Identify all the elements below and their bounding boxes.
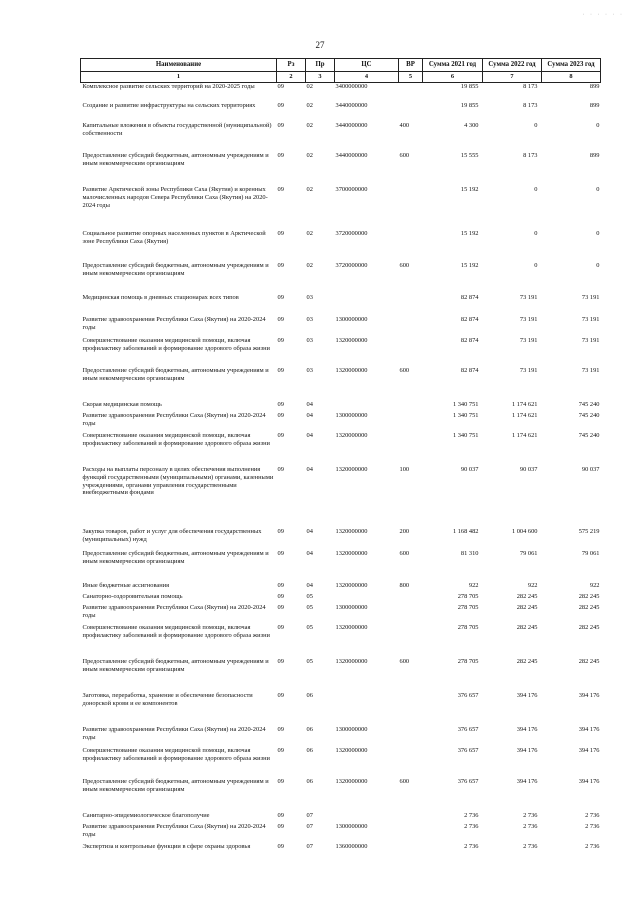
row-name: Предоставление субсидий бюджетным, автономным учреждениям и иным некоммерческим организациям <box>82 262 269 278</box>
row-rz: 09 <box>277 604 284 612</box>
row-sum-2022: 282 245 <box>516 593 538 601</box>
row-sum-2022: 1 174 621 <box>511 401 538 409</box>
table-row <box>81 582 601 593</box>
row-vr: 100 <box>399 466 410 474</box>
row-rz: 09 <box>277 82 284 90</box>
row-sum-2023: 394 176 <box>578 726 600 734</box>
row-sum-2022: 0 <box>534 186 538 194</box>
table-row <box>81 432 601 466</box>
table-row <box>81 466 601 528</box>
row-pr: 05 <box>306 604 313 612</box>
row-sum-2023: 745 240 <box>578 401 600 409</box>
row-vr <box>399 726 423 747</box>
row-sum-2022: 282 245 <box>516 624 538 632</box>
row-name: Капитальные вложения в объекты государственной (муниципальной) собственности <box>82 122 272 138</box>
row-rz: 09 <box>277 262 284 270</box>
row-sum-2022: 0 <box>534 230 538 238</box>
row-sum-2022: 8 173 <box>523 102 538 110</box>
row-name: Предоставление субсидий бюджетным, автономным учреждениям и иным некоммерческим организациям <box>82 658 269 674</box>
row-sum-2021: 4 300 <box>464 122 479 130</box>
row-sum-2021: 2 736 <box>464 812 479 820</box>
row-sum-2022: 0 <box>534 262 538 270</box>
row-sum-2021: 278 705 <box>457 593 479 601</box>
table-row <box>81 367 601 401</box>
row-vr <box>399 102 423 122</box>
table-row <box>81 316 601 337</box>
row-rz: 09 <box>277 230 284 238</box>
row-pr: 02 <box>306 262 313 270</box>
row-rz: 09 <box>277 316 284 324</box>
row-sum-2022: 73 191 <box>519 367 538 375</box>
row-sum-2021: 922 <box>468 582 479 590</box>
row-rz: 09 <box>277 294 284 302</box>
row-sum-2022: 2 736 <box>523 812 538 820</box>
row-pr: 07 <box>306 823 313 831</box>
row-pr: 07 <box>306 812 313 820</box>
row-rz: 09 <box>277 337 284 345</box>
row-vr <box>399 747 423 778</box>
row-sum-2021: 1 168 482 <box>452 528 479 536</box>
row-name: Предоставление субсидий бюджетным, автономным учреждениям и иным некоммерческим организациям <box>82 152 269 168</box>
table-row <box>81 692 601 726</box>
row-pr: 05 <box>306 624 313 632</box>
row-sum-2022: 1 174 621 <box>511 412 538 420</box>
row-name: Экспертиза и контрольные функции в сфере охраны здоровья <box>82 843 251 851</box>
row-vr: 600 <box>399 152 410 160</box>
row-sum-2023: 73 191 <box>581 294 600 302</box>
row-vr: 600 <box>399 262 410 270</box>
row-cs: 1320000000 <box>335 778 368 786</box>
row-sum-2022: 394 176 <box>516 726 538 734</box>
row-sum-2021: 278 705 <box>457 624 479 632</box>
row-cs: 1320000000 <box>335 367 368 375</box>
row-cs: 3700000000 <box>335 186 368 194</box>
row-sum-2022: 79 061 <box>519 550 538 558</box>
row-name: Совершенствование оказания медицинской помощи, включая профилактику заболеваний и формирование здорового образа жизни <box>82 624 270 640</box>
row-pr: 04 <box>306 432 313 440</box>
row-sum-2021: 82 874 <box>460 316 479 324</box>
row-sum-2022: 282 245 <box>516 658 538 666</box>
row-cs: 1300000000 <box>335 823 368 831</box>
row-sum-2023: 2 736 <box>585 843 600 851</box>
header-pr: Пр <box>306 59 335 72</box>
table-row <box>81 412 601 432</box>
row-rz: 09 <box>277 528 284 536</box>
row-sum-2022: 1 174 621 <box>511 432 538 440</box>
row-sum-2023: 282 245 <box>578 624 600 632</box>
row-sum-2023: 90 037 <box>581 466 600 474</box>
table-row <box>81 778 601 812</box>
row-sum-2021: 376 657 <box>457 747 479 755</box>
row-sum-2023: 922 <box>589 582 600 590</box>
row-vr <box>399 294 423 316</box>
row-name: Иные бюджетные ассигнования <box>82 582 170 590</box>
row-sum-2021: 1 340 751 <box>452 412 479 420</box>
row-cs: 1360000000 <box>335 843 368 851</box>
row-pr: 06 <box>306 747 313 755</box>
table-row <box>81 823 601 843</box>
row-rz: 09 <box>277 812 284 820</box>
row-rz: 09 <box>277 582 284 590</box>
row-pr: 04 <box>306 401 313 409</box>
table-body <box>81 82 601 863</box>
row-sum-2021: 15 192 <box>460 262 479 270</box>
row-vr <box>399 230 423 262</box>
row-vr <box>399 432 423 466</box>
row-pr: 02 <box>306 152 313 160</box>
row-pr: 02 <box>306 230 313 238</box>
row-sum-2021: 278 705 <box>457 658 479 666</box>
row-name: Санитарно-эпидемиологическое благополучие <box>82 812 210 820</box>
row-cs: 1320000000 <box>335 747 368 755</box>
row-sum-2021: 15 192 <box>460 186 479 194</box>
table-row <box>81 604 601 624</box>
table-row <box>81 230 601 262</box>
row-sum-2021: 82 874 <box>460 294 479 302</box>
row-cs: 1320000000 <box>335 337 368 345</box>
row-sum-2022: 394 176 <box>516 778 538 786</box>
row-vr: 800 <box>399 582 410 590</box>
row-sum-2021: 15 555 <box>460 152 479 160</box>
row-cs: 1320000000 <box>335 582 368 590</box>
header-sum-2023: Сумма 2023 год <box>542 59 601 72</box>
row-rz: 09 <box>277 778 284 786</box>
row-vr <box>399 823 423 843</box>
row-pr: 05 <box>306 593 313 601</box>
row-vr: 600 <box>399 367 410 375</box>
row-sum-2021: 82 874 <box>460 367 479 375</box>
row-cs <box>335 812 399 823</box>
table-row <box>81 401 601 412</box>
table-row <box>81 294 601 316</box>
row-sum-2023: 2 736 <box>585 823 600 831</box>
row-vr <box>399 843 423 863</box>
row-sum-2022: 2 736 <box>523 843 538 851</box>
row-cs: 1320000000 <box>335 432 368 440</box>
row-sum-2021: 2 736 <box>464 843 479 851</box>
row-cs: 3720000000 <box>335 262 368 270</box>
row-vr <box>399 604 423 624</box>
row-vr <box>399 337 423 367</box>
row-sum-2022: 73 191 <box>519 337 538 345</box>
row-pr: 03 <box>306 294 313 302</box>
row-sum-2022: 922 <box>527 582 538 590</box>
row-vr <box>399 186 423 230</box>
row-sum-2021: 376 657 <box>457 778 479 786</box>
row-pr: 02 <box>306 186 313 194</box>
row-pr: 03 <box>306 367 313 375</box>
row-sum-2021: 2 736 <box>464 823 479 831</box>
row-sum-2021: 90 037 <box>460 466 479 474</box>
row-rz: 09 <box>277 823 284 831</box>
row-vr <box>399 812 423 823</box>
row-cs <box>335 401 399 412</box>
row-name: Предоставление субсидий бюджетным, автономным учреждениям и иным некоммерческим организациям <box>82 550 269 566</box>
row-pr: 02 <box>306 102 313 110</box>
row-sum-2022: 90 037 <box>519 466 538 474</box>
row-sum-2021: 1 340 751 <box>452 401 479 409</box>
row-sum-2023: 0 <box>596 262 600 270</box>
row-sum-2023: 0 <box>596 186 600 194</box>
row-rz: 09 <box>277 466 284 474</box>
row-sum-2022: 394 176 <box>516 692 538 700</box>
row-rz: 09 <box>277 367 284 375</box>
row-sum-2023: 79 061 <box>581 550 600 558</box>
row-name: Закупка товаров, работ и услуг для обеспечения государственных (муниципальных) нужд <box>82 528 262 544</box>
row-sum-2023: 899 <box>589 102 600 110</box>
row-sum-2022: 0 <box>534 122 538 130</box>
row-cs <box>335 294 399 316</box>
row-rz: 09 <box>277 401 284 409</box>
row-sum-2023: 73 191 <box>581 367 600 375</box>
row-pr: 04 <box>306 412 313 420</box>
row-cs: 1320000000 <box>335 658 368 666</box>
row-sum-2023: 575 219 <box>578 528 600 536</box>
row-vr <box>399 593 423 604</box>
row-pr: 03 <box>306 316 313 324</box>
row-sum-2022: 282 245 <box>516 604 538 612</box>
row-vr <box>399 412 423 432</box>
table-row <box>81 186 601 230</box>
row-pr: 04 <box>306 582 313 590</box>
row-sum-2023: 394 176 <box>578 692 600 700</box>
budget-table <box>80 58 601 863</box>
row-cs: 3720000000 <box>335 230 368 238</box>
column-number: 1 <box>81 72 277 83</box>
row-sum-2021: 82 874 <box>460 337 479 345</box>
row-name: Предоставление субсидий бюджетным, автономным учреждениям и иным некоммерческим организациям <box>82 778 269 794</box>
row-name: Развитие здравоохранения Республики Саха (Якутия) на 2020-2024 годы <box>82 823 266 839</box>
row-sum-2023: 282 245 <box>578 658 600 666</box>
row-sum-2023: 73 191 <box>581 337 600 345</box>
header-cs: ЦС <box>335 59 399 72</box>
row-name: Медицинская помощь в дневных стационарах всех типов <box>82 294 239 302</box>
row-sum-2022: 73 191 <box>519 316 538 324</box>
row-sum-2021: 15 192 <box>460 230 479 238</box>
column-number: 5 <box>399 72 423 83</box>
row-sum-2023: 73 191 <box>581 316 600 324</box>
row-name: Развитие здравоохранения Республики Саха (Якутия) на 2020-2024 годы <box>82 604 266 620</box>
row-sum-2021: 19 855 <box>460 102 479 110</box>
table-row <box>81 122 601 152</box>
row-sum-2023: 899 <box>589 152 600 160</box>
row-rz: 09 <box>277 624 284 632</box>
row-rz: 09 <box>277 726 284 734</box>
column-number: 2 <box>277 72 306 83</box>
column-number: 3 <box>306 72 335 83</box>
row-vr <box>399 401 423 412</box>
row-cs: 1320000000 <box>335 466 368 474</box>
row-vr <box>399 82 423 102</box>
header-sum-2021: Сумма 2021 год <box>423 59 483 72</box>
row-sum-2023: 0 <box>596 230 600 238</box>
row-cs <box>335 692 399 726</box>
row-cs: 1320000000 <box>335 528 368 536</box>
table-row <box>81 624 601 658</box>
table-row <box>81 102 601 122</box>
table-row <box>81 843 601 863</box>
row-name: Социальное развитие опорных населенных пунктов в Арктической зоне Республики Саха (Якутия) <box>82 230 266 246</box>
row-rz: 09 <box>277 550 284 558</box>
column-number: 8 <box>542 72 601 83</box>
row-rz: 09 <box>277 658 284 666</box>
row-vr: 600 <box>399 778 410 786</box>
column-number: 7 <box>483 72 542 83</box>
row-pr: 04 <box>306 528 313 536</box>
row-name: Развитие здравоохранения Республики Саха (Якутия) на 2020-2024 годы <box>82 316 266 332</box>
row-name: Предоставление субсидий бюджетным, автономным учреждениям и иным некоммерческим организациям <box>82 367 269 383</box>
row-name: Комплексное развитие сельских территорий на 2020-2025 годы <box>82 82 255 90</box>
header-vr: ВР <box>399 59 423 72</box>
column-number: 4 <box>335 72 399 83</box>
row-pr: 02 <box>306 82 313 90</box>
row-rz: 09 <box>277 152 284 160</box>
row-sum-2022: 2 736 <box>523 823 538 831</box>
row-sum-2021: 19 855 <box>460 82 479 90</box>
table-row <box>81 658 601 692</box>
row-sum-2022: 73 191 <box>519 294 538 302</box>
scan-artifact: · · · · · · <box>582 12 624 18</box>
row-sum-2022: 8 173 <box>523 82 538 90</box>
table-row <box>81 726 601 747</box>
row-name: Скорая медицинская помощь <box>82 401 162 409</box>
row-pr: 07 <box>306 843 313 851</box>
header-rz: Рз <box>277 59 306 72</box>
row-vr <box>399 316 423 337</box>
row-name: Развитие здравоохранения Республики Саха (Якутия) на 2020-2024 годы <box>82 726 266 742</box>
header-name: Наименование <box>81 59 277 72</box>
row-rz: 09 <box>277 412 284 420</box>
row-sum-2022: 394 176 <box>516 747 538 755</box>
table-row <box>81 528 601 550</box>
row-pr: 06 <box>306 692 313 700</box>
row-name: Санаторно-оздоровительная помощь <box>82 593 183 601</box>
table-row <box>81 812 601 823</box>
row-pr: 06 <box>306 726 313 734</box>
row-sum-2021: 376 657 <box>457 692 479 700</box>
row-vr: 400 <box>399 122 410 130</box>
row-sum-2021: 1 340 751 <box>452 432 479 440</box>
row-pr: 04 <box>306 466 313 474</box>
row-sum-2023: 394 176 <box>578 747 600 755</box>
row-cs: 1300000000 <box>335 604 368 612</box>
row-pr: 02 <box>306 122 313 130</box>
row-sum-2023: 282 245 <box>578 604 600 612</box>
table-row <box>81 593 601 604</box>
row-pr: 05 <box>306 658 313 666</box>
row-name: Совершенствование оказания медицинской помощи, включая профилактику заболеваний и формирование здорового образа жизни <box>82 747 270 763</box>
page-number: 27 <box>315 40 325 50</box>
row-name: Совершенствование оказания медицинской помощи, включая профилактику заболеваний и формирование здорового образа жизни <box>82 432 270 448</box>
row-cs: 3400000000 <box>335 82 368 90</box>
table-row <box>81 337 601 367</box>
table-row <box>81 747 601 778</box>
row-vr: 600 <box>399 550 410 558</box>
row-pr: 03 <box>306 337 313 345</box>
row-vr <box>399 624 423 658</box>
table-row <box>81 262 601 294</box>
row-sum-2023: 899 <box>589 82 600 90</box>
row-name: Создание и развитие инфраструктуры на сельских территориях <box>82 102 256 110</box>
row-sum-2023: 394 176 <box>578 778 600 786</box>
row-cs: 3440000000 <box>335 102 368 110</box>
row-name: Расходы на выплаты персоналу в целях обеспечения выполнения функций государственными (муниципальными) органами, казенными учреждениями, органами управления государственными внебюджетными фондами <box>82 466 274 497</box>
row-cs: 1300000000 <box>335 316 368 324</box>
table-row <box>81 82 601 102</box>
row-cs: 1320000000 <box>335 624 368 632</box>
row-vr: 200 <box>399 528 410 536</box>
header-sum-2022: Сумма 2022 год <box>483 59 542 72</box>
row-sum-2022: 1 004 600 <box>511 528 538 536</box>
row-pr: 06 <box>306 778 313 786</box>
row-sum-2023: 2 736 <box>585 812 600 820</box>
row-name: Совершенствование оказания медицинской помощи, включая профилактику заболеваний и формирование здорового образа жизни <box>82 337 270 353</box>
row-sum-2023: 745 240 <box>578 432 600 440</box>
row-cs: 3440000000 <box>335 152 368 160</box>
table-row <box>81 152 601 186</box>
row-sum-2023: 282 245 <box>578 593 600 601</box>
column-number: 6 <box>423 72 483 83</box>
row-name: Развитие Арктической зоны Республики Саха (Якутия) и коренных малочисленных народов Севера Республики Саха (Якутия) на 2020-2024 годы <box>82 186 268 209</box>
row-cs <box>335 593 399 604</box>
row-sum-2021: 81 310 <box>460 550 479 558</box>
row-rz: 09 <box>277 692 284 700</box>
row-cs: 3440000000 <box>335 122 368 130</box>
row-name: Развитие здравоохранения Республики Саха (Якутия) на 2020-2024 годы <box>82 412 266 428</box>
row-sum-2023: 0 <box>596 122 600 130</box>
row-cs: 1300000000 <box>335 412 368 420</box>
row-vr <box>399 692 423 726</box>
row-rz: 09 <box>277 432 284 440</box>
table-row <box>81 550 601 582</box>
row-sum-2022: 8 173 <box>523 152 538 160</box>
row-name: Заготовка, переработка, хранение и обеспечение безопасности донорской крови и ее компонентов <box>82 692 253 708</box>
row-cs: 1300000000 <box>335 726 368 734</box>
column-number-row <box>81 72 601 83</box>
row-rz: 09 <box>277 102 284 110</box>
row-rz: 09 <box>277 122 284 130</box>
row-rz: 09 <box>277 747 284 755</box>
table-header-row <box>81 59 601 72</box>
row-vr: 600 <box>399 658 410 666</box>
row-sum-2021: 376 657 <box>457 726 479 734</box>
row-rz: 09 <box>277 593 284 601</box>
row-cs: 1320000000 <box>335 550 368 558</box>
row-rz: 09 <box>277 843 284 851</box>
row-sum-2023: 745 240 <box>578 412 600 420</box>
row-rz: 09 <box>277 186 284 194</box>
row-pr: 04 <box>306 550 313 558</box>
row-sum-2021: 278 705 <box>457 604 479 612</box>
